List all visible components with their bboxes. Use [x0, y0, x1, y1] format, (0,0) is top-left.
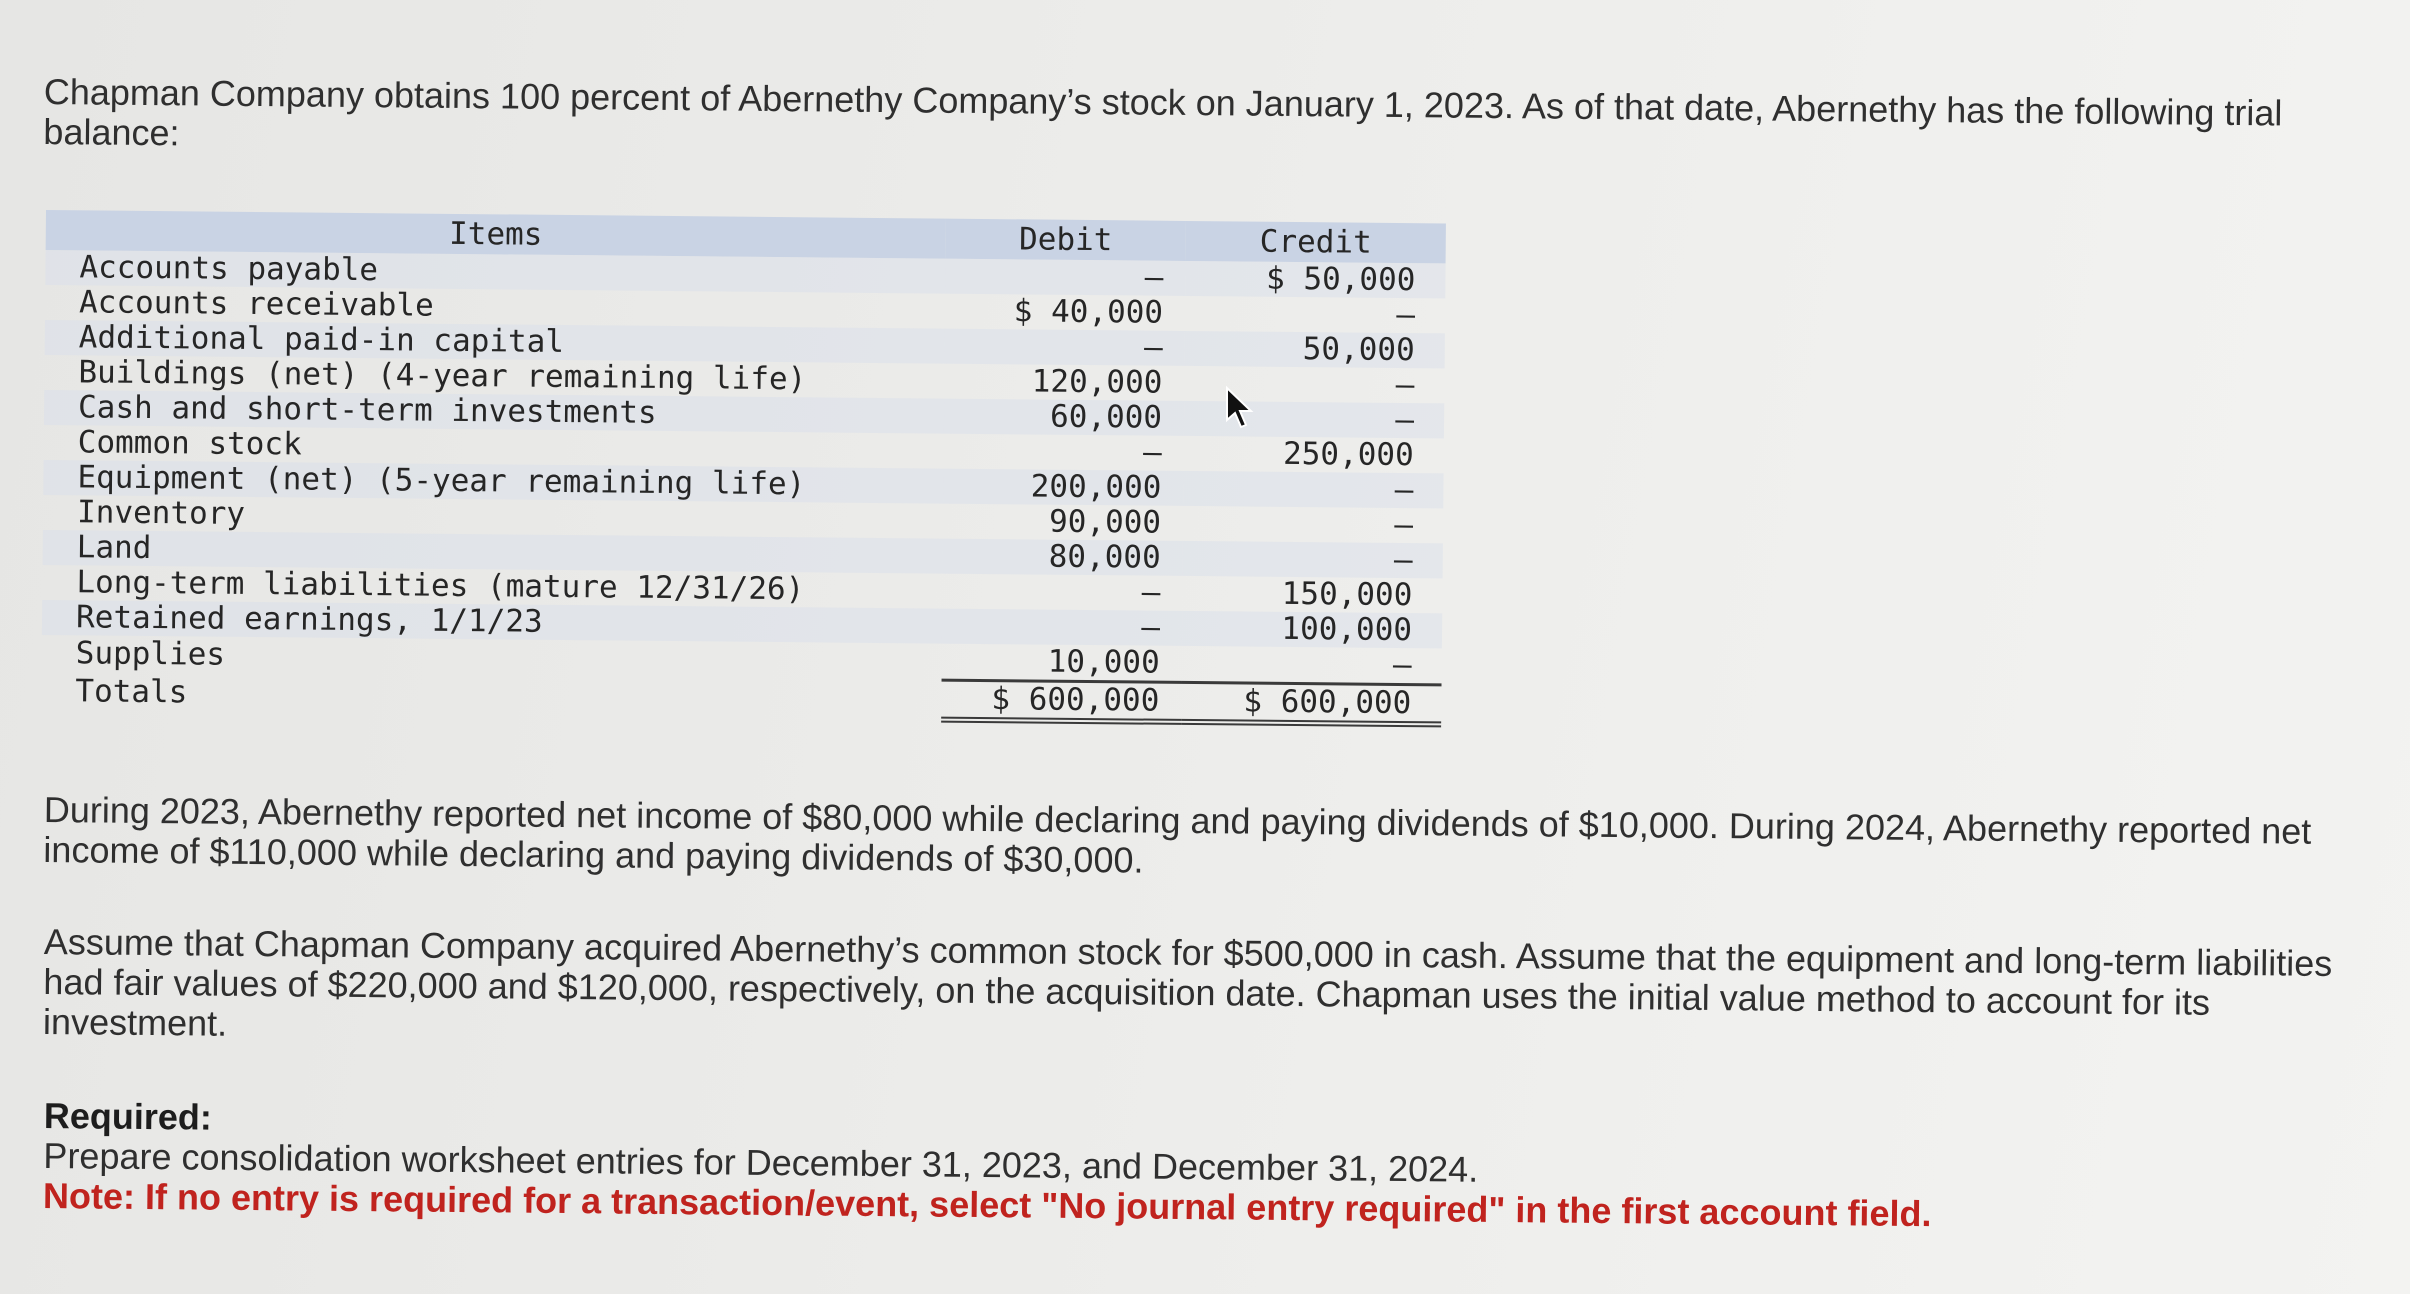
row-item: Supplies — [75, 635, 226, 673]
row-debit: – — [945, 259, 1185, 296]
row-debit: 120,000 — [1031, 363, 1163, 401]
row-debit: 80,000 — [943, 539, 1183, 576]
credit-header: Credit — [1186, 221, 1446, 263]
row-item: Equipment (net) (5-year remaining life) — [43, 460, 943, 504]
totals-debit: $ 600,000 — [941, 680, 1181, 722]
row-debit: 90,000 — [1048, 503, 1162, 541]
row-item: Common stock — [77, 424, 302, 463]
row-credit: 250,000 — [1282, 435, 1414, 474]
row-debit: – — [945, 329, 1185, 366]
row-debit: – — [942, 609, 1182, 646]
row-debit: – — [1141, 574, 1161, 611]
row-credit: – — [1183, 541, 1443, 578]
row-credit: $ 50,000 — [1185, 261, 1445, 298]
row-debit: 200,000 — [943, 469, 1183, 506]
row-credit: – — [1394, 506, 1414, 544]
row-credit: – — [1184, 401, 1444, 438]
row-item: Additional paid-in capital — [45, 320, 945, 364]
row-item: Inventory — [76, 494, 246, 532]
problem-intro: Chapman Company obtains 100 percent of Abernethy Company’s stock on January 1, 2023. As of that date, Abernethy has the following trial balance: — [43, 71, 2283, 154]
row-debit: 10,000 — [1047, 643, 1160, 681]
row-credit: – — [1395, 366, 1415, 404]
required-section — [43, 1096, 2344, 1238]
income-paragraph: During 2023, Abernethy reported net income of $80,000 while declaring and paying dividends of $10,000. During 2024, Abernethy reported net income of $110,000 while declaring and paying dividends of $30,000. — [43, 789, 2312, 881]
row-item: Long-term liabilities (mature 12/31/26) — [76, 564, 805, 608]
acquisition-paragraph: Assume that Chapman Company acquired Abernethy’s common stock for $500,000 in cash. Assume that the equipment and long-term liabilities had fair values of $220,000 and $120,000, respectively, on the acquisition date. Chapman uses the initial value method to account for its investment. — [42, 921, 2333, 1044]
items-header: Items — [46, 210, 946, 259]
required-note: Note: If no entry is required for a transaction/event, select "No journal entry required" in the first account field. — [42, 1174, 1932, 1235]
debit-header: Debit — [946, 219, 1186, 261]
row-credit: 50,000 — [1185, 331, 1445, 368]
trial-balance-table — [41, 210, 1446, 727]
row-credit: – — [1396, 296, 1416, 334]
row-debit: $ 40,000 — [1013, 293, 1164, 331]
row-credit: – — [1392, 646, 1412, 684]
row-item: Retained earnings, 1/1/23 — [42, 600, 942, 644]
mouse-pointer-icon — [1224, 386, 1254, 430]
row-credit: 150,000 — [1281, 575, 1413, 614]
totals-credit: $ 600,000 — [1181, 682, 1441, 724]
row-item: Buildings (net) (4-year remaining life) — [78, 354, 807, 398]
row-item: Accounts payable — [45, 250, 945, 294]
totals-label: Totals — [75, 673, 188, 711]
row-credit: 100,000 — [1182, 611, 1442, 648]
row-item: Cash and short-term investments — [44, 390, 944, 434]
row-debit: – — [1142, 434, 1162, 471]
required-label: Required: — [43, 1095, 213, 1138]
required-text: Prepare consolidation worksheet entries for December 31, 2023, and December 31, 2024. — [43, 1134, 1479, 1190]
row-debit: 60,000 — [944, 399, 1184, 436]
row-credit: – — [1183, 471, 1443, 508]
row-item: Accounts receivable — [78, 284, 434, 324]
row-item: Land — [43, 530, 943, 574]
